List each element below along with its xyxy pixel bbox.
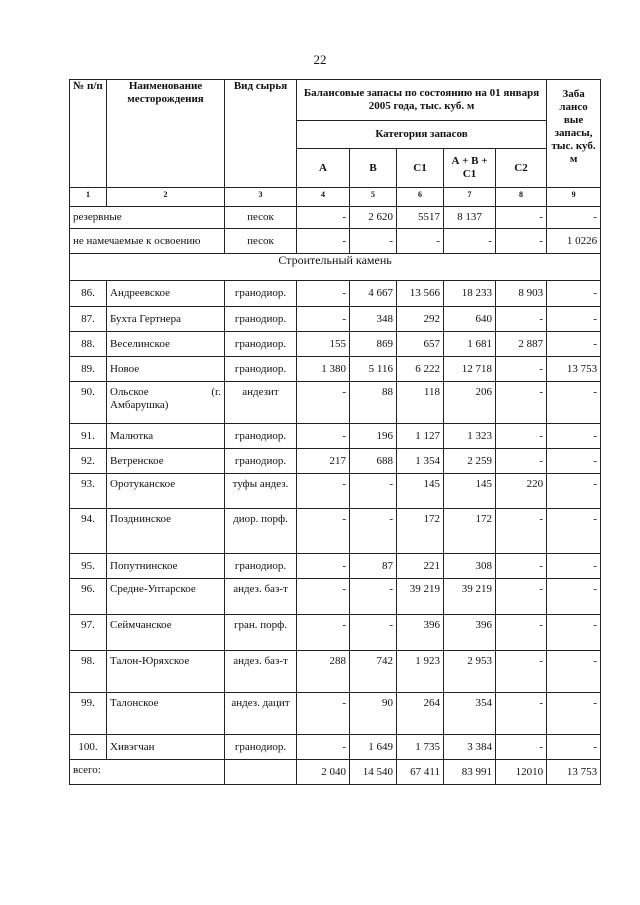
deposit-name: Оротуканское [107,474,225,509]
cell-a: - [297,615,350,651]
deposit-name: Средне-Уптарское [107,579,225,615]
deposit-name-part: (г. [211,386,221,398]
cell-a: - [297,554,350,579]
cell-b: - [350,474,397,509]
total-cell-b: 14 540 [350,760,397,785]
header-name: Наименование месторождения [107,80,225,188]
cell-abc1: 39 219 [444,579,496,615]
cell-a: 155 [297,332,350,357]
cell-abc1: 354 [444,693,496,735]
cell-c1: - [397,229,444,254]
raw-material-type: андезит [225,382,297,424]
cell-c2: - [496,207,547,229]
cell-b: 5 116 [350,357,397,382]
cell-c1: 1 354 [397,449,444,474]
index-cell: 6 [397,188,444,207]
cell-abc1: 172 [444,509,496,554]
total-label: всего: [70,760,225,785]
cell-abc1: - [444,229,496,254]
table-row [70,207,601,229]
cell-off: - [547,207,601,229]
cell-b: 1 649 [350,735,397,760]
cell-a: - [297,281,350,307]
cell-abc1: 396 [444,615,496,651]
deposit-name-line [110,386,221,399]
header-offbalance: Заба лансо вые запасы, тыс. куб. м [547,80,601,188]
row-number: 94. [70,509,107,554]
cell-a: - [297,693,350,735]
cell-b: - [350,615,397,651]
cell-c2: - [496,382,547,424]
table-row [70,474,601,509]
cell-c1: 657 [397,332,444,357]
total-cell-c1: 67 411 [397,760,444,785]
raw-material-type: гранодиор. [225,332,297,357]
deposit-name: Хивэгчан [107,735,225,760]
deposit-name-part: Амбарушка) [110,399,169,411]
cell-abc1: 206 [444,382,496,424]
cell-abc1: 2 953 [444,651,496,693]
deposit-name: Андреевское [107,281,225,307]
deposit-name: Позднинское [107,509,225,554]
index-cell: 2 [107,188,225,207]
cell-abc1: 1 681 [444,332,496,357]
raw-material-type: гранодиор. [225,554,297,579]
cell-off: - [547,651,601,693]
index-cell: 3 [225,188,297,207]
cell-b: 88 [350,382,397,424]
cell-c2: - [496,449,547,474]
raw-material-type: туфы андез. [225,474,297,509]
cell-off: - [547,693,601,735]
total-cell-c2: 12010 [496,760,547,785]
total-row [70,760,601,785]
cell-c1: 221 [397,554,444,579]
row-number: 93. [70,474,107,509]
raw-material-type: гранодиор. [225,424,297,449]
cell-abc1: 3 384 [444,735,496,760]
cell-c1: 292 [397,307,444,332]
cell-off: - [547,735,601,760]
cell-a: - [297,579,350,615]
row-number: 88. [70,332,107,357]
table-row [70,693,601,735]
cell-c2: - [496,615,547,651]
cell-abc1: 640 [444,307,496,332]
row-number: 97. [70,615,107,651]
raw-material-type: гранодиор. [225,281,297,307]
cell-b: 90 [350,693,397,735]
deposit-name: Малютка [107,424,225,449]
cell-c1: 6 222 [397,357,444,382]
deposit-name-part: Ольское [110,386,149,398]
section-row [70,254,601,281]
page-number: 22 [313,52,327,67]
cell-off: 13 753 [547,357,601,382]
deposit-name [107,382,225,424]
cell-abc1: 145 [444,474,496,509]
index-cell: 1 [70,188,107,207]
cell-c1: 13 566 [397,281,444,307]
table-row [70,307,601,332]
cell-b: 87 [350,554,397,579]
cell-a: 288 [297,651,350,693]
cell-off: - [547,307,601,332]
cell-abc1: 1 323 [444,424,496,449]
table-row [70,579,601,615]
cell-c1: 1 735 [397,735,444,760]
header-cat-b: В [350,149,397,188]
table-row [70,382,601,424]
row-label: не намечаемые к освоению [70,229,225,254]
cell-c1: 1 923 [397,651,444,693]
cell-c2: - [496,735,547,760]
table-row [70,281,601,307]
raw-material-type: андез. баз-т [225,651,297,693]
section-title: Строительный камень [70,254,601,281]
row-number: 91. [70,424,107,449]
cell-b: 869 [350,332,397,357]
deposit-name: Попутнинское [107,554,225,579]
header-cat-abc1: А + В + С1 [444,149,496,188]
cell-c1: 118 [397,382,444,424]
cell-a: - [297,735,350,760]
cell-c1: 396 [397,615,444,651]
cell-a: - [297,207,350,229]
cell-abc1: 18 233 [444,281,496,307]
table-row [70,735,601,760]
total-cell-abc1: 83 991 [444,760,496,785]
cell-a: - [297,474,350,509]
row-number: 92. [70,449,107,474]
total-type-empty [225,760,297,785]
cell-off: - [547,449,601,474]
row-type: песок [225,229,297,254]
cell-a: - [297,509,350,554]
cell-c2: - [496,424,547,449]
total-cell-off: 13 753 [547,760,601,785]
cell-c2: 2 887 [496,332,547,357]
table-row [70,449,601,474]
cell-abc1: 308 [444,554,496,579]
cell-b: - [350,579,397,615]
header-balance: Балансовые запасы по состоянию на 01 января 2005 года, тыс. куб. м [297,80,547,121]
deposit-name: Бухта Гертнера [107,307,225,332]
raw-material-type: гран. порф. [225,615,297,651]
row-number: 89. [70,357,107,382]
row-label: резервные [70,207,225,229]
deposit-name: Новое [107,357,225,382]
cell-c1: 172 [397,509,444,554]
raw-material-type: андез. баз-т [225,579,297,615]
cell-b: 4 667 [350,281,397,307]
cell-c2: - [496,357,547,382]
header-category: Категория запасов [297,121,547,149]
cell-off: - [547,281,601,307]
cell-abc1: 12 718 [444,357,496,382]
index-cell: 8 [496,188,547,207]
deposit-name: Талонское [107,693,225,735]
raw-material-type: гранодиор. [225,357,297,382]
cell-c2: 8 903 [496,281,547,307]
header-cat-c1: С1 [397,149,444,188]
raw-material-type: гранодиор. [225,735,297,760]
cell-off: - [547,424,601,449]
cell-c2: 220 [496,474,547,509]
cell-c2: - [496,651,547,693]
cell-c2: - [496,307,547,332]
cell-off: - [547,509,601,554]
cell-b: 348 [350,307,397,332]
table-row [70,615,601,651]
cell-b: 2 620 [350,207,397,229]
raw-material-type: диор. порф. [225,509,297,554]
cell-off: - [547,474,601,509]
row-number: 98. [70,651,107,693]
table-row [70,554,601,579]
cell-off: - [547,615,601,651]
cell-c1: 264 [397,693,444,735]
row-number: 95. [70,554,107,579]
table-row [70,424,601,449]
cell-a: 1 380 [297,357,350,382]
reserves-table [69,79,601,785]
row-type: песок [225,207,297,229]
header-num: № п/п [70,80,107,188]
row-number: 86. [70,281,107,307]
cell-a: - [297,424,350,449]
cell-a: 217 [297,449,350,474]
row-number: 90. [70,382,107,424]
cell-off: - [547,382,601,424]
raw-material-type: андез. дацит [225,693,297,735]
row-number: 100. [70,735,107,760]
row-number: 96. [70,579,107,615]
index-cell: 5 [350,188,397,207]
cell-c2: - [496,693,547,735]
cell-off: - [547,554,601,579]
table-row [70,509,601,554]
cell-c1: 5517 [397,207,444,229]
index-cell: 7 [444,188,496,207]
total-cell-a: 2 040 [297,760,350,785]
deposit-name: Талон-Юряхское [107,651,225,693]
index-cell: 4 [297,188,350,207]
deposit-name: Ветренское [107,449,225,474]
cell-off: - [547,332,601,357]
deposit-name: Веселинское [107,332,225,357]
table-row [70,332,601,357]
cell-a: - [297,229,350,254]
raw-material-type: гранодиор. [225,307,297,332]
cell-c2: - [496,579,547,615]
cell-c2: - [496,554,547,579]
cell-c1: 1 127 [397,424,444,449]
cell-b: 742 [350,651,397,693]
cell-off: - [547,579,601,615]
cell-b: - [350,509,397,554]
header-cat-c2: С2 [496,149,547,188]
index-cell: 9 [547,188,601,207]
table-row [70,651,601,693]
column-index-row [70,188,601,207]
cell-off: 1 0226 [547,229,601,254]
cell-c1: 145 [397,474,444,509]
cell-a: - [297,382,350,424]
table-row [70,357,601,382]
cell-c2: - [496,509,547,554]
table-row [70,229,601,254]
cell-abc1: 2 259 [444,449,496,474]
header-cat-a: А [297,149,350,188]
cell-b: 688 [350,449,397,474]
row-number: 99. [70,693,107,735]
deposit-name: Сеймчанское [107,615,225,651]
cell-c1: 39 219 [397,579,444,615]
cell-abc1: 8 137 [444,207,496,229]
cell-b: - [350,229,397,254]
row-number: 87. [70,307,107,332]
cell-b: 196 [350,424,397,449]
cell-c2: - [496,229,547,254]
raw-material-type: гранодиор. [225,449,297,474]
cell-a: - [297,307,350,332]
header-type: Вид сырья [225,80,297,188]
